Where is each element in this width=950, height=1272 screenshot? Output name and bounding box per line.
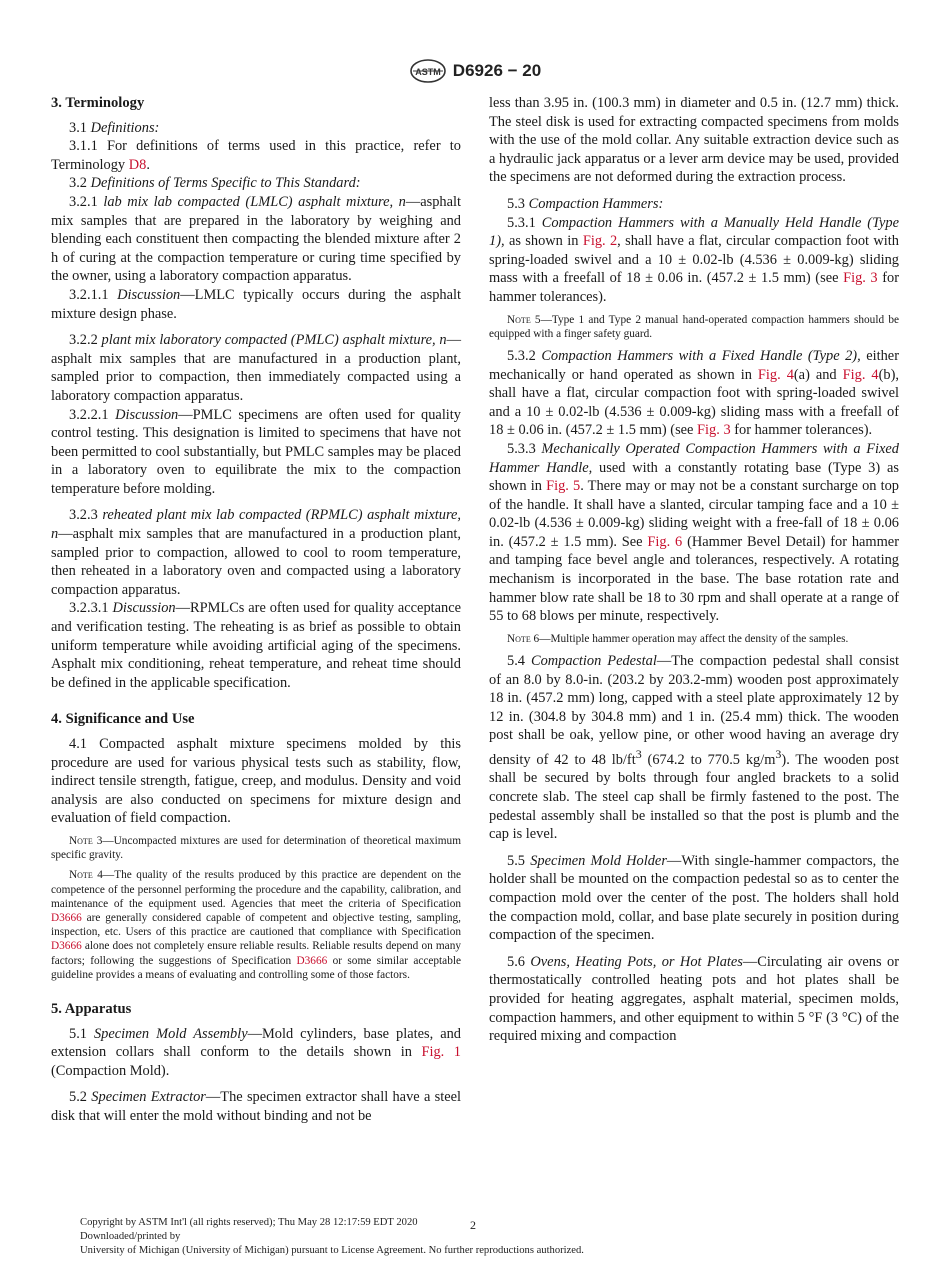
document-id: D6926 − 20 xyxy=(452,61,542,80)
para-5-6: 5.6 Ovens, Heating Pots, or Hot Plates—Circulating air ovens or thermostatically controlled heating pots and hot plates shall be provided for heating aggregates, asphalt material, specimen molds, compaction hammers, and other equipment to within 5 °F (3 °C) of the required mixing and compaction xyxy=(489,953,899,1045)
para-3-2-1: 3.2.1 lab mix lab compacted (LMLC) asphalt mixture, n—asphalt mix samples that are prepared in the laboratory by weighing and blending each constituent then compacting the blended mixture after 2 h of curing at the compaction temperature or curing time specified by the owner, using a laboratory compaction apparatus. xyxy=(51,193,461,285)
link-d3666[interactable]: D3666 xyxy=(51,940,82,953)
para-5-2: 5.2 Specimen Extractor—The specimen extractor shall have a steel disk that will enter the mold without binding and not be xyxy=(51,1089,462,1124)
para-3-2-1-1: 3.2.1.1 Discussion—LMLC typically occurs during the asphalt mixture design phase. xyxy=(51,286,462,322)
para-5-4: 5.4 Compaction Pedestal—The compaction pedestal shall consist of an 8.0 by 8.0-in. (203.2 by 203.2-mm) wooden post approximately 18 in. (457.2 mm) long, capped with a steel plate approximately 12 by 12 in. (304.8 by 304.8 mm) and 1 in. (25.4 mm) thick. The wooden post shall be oak, yellow pine, or other wood having an average dry density of 42 to 48 $lb/ft^3$ (674.2 to 770.5 $kg/m^3$). The wooden post shall be secured by bolts through four angled brackets to a solid concrete slab. The steel cap shall be firmly fastened to the post. The pedestal assembly shall be installed so that the post is plumb and the cap is level. xyxy=(489,653,899,843)
link-fig-1[interactable]: Fig. 1 xyxy=(421,1044,461,1061)
logo-text: ASTM xyxy=(415,67,441,77)
link-fig-3[interactable]: Fig. 3 xyxy=(697,422,731,439)
para-3-2-3: 3.2.3 reheated plant mix lab compacted (RPMLC) asphalt mixture, n—asphalt mix samples that are manufactured in a production plant, sampled prior to compaction, allowed to cool to room temperature, then reheated in a laboratory oven and compacted using a laboratory compaction apparatus. xyxy=(51,507,461,598)
link-d8[interactable]: D8 xyxy=(128,156,147,173)
para-3-1: 3.1 Definitions: xyxy=(69,119,160,136)
note-4: Note 4—The quality of the results produced by this practice are dependent on the competence of the personnel performing the procedure and the capability, calibration, and maintenance of the equipment used. Agencies that meet the criteria of Specification D3666 are generally considered capable of competent and objective testing, sampling, inspection, etc. Users of this practice are cautioned that compliance with Specification D3666 alone does not completely ensure reliable results. Reliable results depend on many factors; following the suggestions of Specification D3666 or some similar acceptable guideline provides a means of evaluating and controlling some of those factors. xyxy=(51,869,461,981)
para-3-2: 3.2 Definitions of Terms Specific to This Standard: xyxy=(69,175,361,192)
para-5-3: 5.3 Compaction Hammers: xyxy=(507,195,664,212)
right-column xyxy=(489,94,899,1046)
para-3-2-2-1: 3.2.2.1 Discussion—PMLC specimens are often used for quality control testing. This designation is limited to specimens that have not been permitted to cool substantially, but PMLC samples may be placed in a laboratory oven to equilibrate the mix to the compaction temperature before molding. xyxy=(51,406,462,497)
para-4-1: 4.1 Compacted asphalt mixture specimens molded by this procedure are used for various physical tests such as stability, flow, indirect tensile strength, fatigue, creep, and modulus. Density and void analysis are also conducted on specimens for mixture design and evaluation of field compaction. xyxy=(51,736,461,827)
para-3-2-2: 3.2.2 plant mix laboratory compacted (PMLC) asphalt mixture, n—asphalt mix samples that are manufactured in a production plant, sampled prior to compaction, then immediately compacted using a laboratory compaction apparatus. xyxy=(51,332,461,404)
para-5-5: 5.5 Specimen Mold Holder—With single-hammer compactors, the holder shall be mounted on the compaction pedestal so as to center the compaction mold over the center of the post. The holders shall hold the compaction mold, collar, and base plate securely in position during compaction of the specimen. xyxy=(489,852,899,944)
link-fig-2[interactable]: Fig. 2 xyxy=(582,233,618,250)
astm-logo-icon xyxy=(409,59,447,83)
para-5-3-2: 5.3.2 Compaction Hammers with a Fixed Handle (Type 2), either mechanically or hand operated as shown in Fig. 4(a) and Fig. 4(b), shall have a flat, circular compaction foot with spring-loaded swivel and a 10 ± 0.02-lb (4.536 ± 0.009-kg) sliding mass with a freefall of 18 ± 0.06 in. (457.2 ± 1.5 mm) (see Fig. 3 for hammer tolerances). xyxy=(489,347,899,439)
para-3-1-1: 3.1.1 For definitions of terms used in this practice, refer to Terminology D8. xyxy=(51,138,461,173)
link-fig-5[interactable]: Fig. 5 xyxy=(546,478,581,495)
footer-line-2: Downloaded/printed by xyxy=(80,1231,181,1242)
note-6: Note 6—Multiple hammer operation may affect the density of the samples. xyxy=(507,632,849,645)
link-d3666[interactable]: D3666 xyxy=(296,954,328,967)
page-number: 2 xyxy=(470,1218,476,1232)
left-column xyxy=(51,94,461,1126)
page-header xyxy=(0,58,950,84)
note-5: Note 5—Type 1 and Type 2 manual hand-operated compaction hammers should be equipped with a finger safety guard. xyxy=(489,313,899,340)
para-5-3-3: 5.3.3 Mechanically Operated Compaction Hammers with a Fixed Hammer Handle, used with a constantly rotating base (Type 3) as shown in Fig. 5. There may or may not be a constant surcharge on top of the handle. It shall have a slanted, circular tamping face and a 10 ± 0.02-lb (4.536 ± 0.009-kg) sliding weight with a free-fall of 18 ± 0.06 in. (457.2 ± 1.5 mm). See Fig. 6 (Hammer Bevel Detail) for hammer and tamping face bevel angle and tolerances, respectively. A rotating mechanism is incorporated in the base. The base rotation rate and hammer blow rate shall be 18 to 30 rpm and shall operate at a range of 55 to 68 blows per minute, respectively. xyxy=(489,440,900,625)
link-fig-3[interactable]: Fig. 3 xyxy=(843,270,878,287)
section-4-title: 4. Significance and Use xyxy=(51,711,195,728)
section-5-title: 5. Apparatus xyxy=(51,1001,132,1017)
para-5-2-continued: less than 3.95 in. (100.3 mm) in diameter and 0.5 in. (12.7 mm) thick. The steel disk is used for extracting compacted specimens from molds with the use of the mold collar. Any suitable extraction device such as a hydraulic jack apparatus or a lever arm device may be used, provided the specimens are not deformed during the extraction process. xyxy=(489,95,899,186)
para-5-3-1: 5.3.1 Compaction Hammers with a Manually Held Handle (Type 1), as shown in Fig. 2, shall have a flat, circular compaction foot with spring-loaded swivel and a 10 ± 0.02-lb (4.536 ± 0.009-kg) sliding mass with a freefall of 18 ± 0.06 in. (457.2 ± 1.5 mm) (see Fig. 3 for hammer tolerances). xyxy=(489,214,899,305)
link-fig-6[interactable]: Fig. 6 xyxy=(647,533,683,550)
section-3-title: 3. Terminology xyxy=(51,95,145,111)
link-fig-4[interactable]: Fig. 4 xyxy=(757,366,794,383)
footer-line-1: Copyright by ASTM Int'l (all rights reserved); Thu May 28 12:17:59 EDT 2020 xyxy=(80,1217,418,1228)
copyright-footer xyxy=(80,1216,584,1258)
footer-line-3: University of Michigan (University of Michigan) pursuant to License Agreement. No further reproductions authorized. xyxy=(80,1245,584,1256)
link-d3666[interactable]: D3666 xyxy=(51,911,82,924)
note-3: Note 3—Uncompacted mixtures are used for determination of theoretical maximum specific gravity. xyxy=(51,834,461,862)
para-3-2-3-1: 3.2.3.1 Discussion—RPMLCs are often used for quality acceptance and verification testing. The reheating is as brief as possible to obtain uniform temperature while avoiding artificial aging of the specimens. Asphalt mix conditioning, reheat temperature, and reheat time should be defined in the applicable specification. xyxy=(51,600,461,691)
para-5-1: 5.1 Specimen Mold Assembly—Mold cylinders, base plates, and extension collars shall conform to the details shown in Fig. 1 (Compaction Mold). xyxy=(51,1025,461,1079)
link-fig-4[interactable]: Fig. 4 xyxy=(842,366,879,383)
